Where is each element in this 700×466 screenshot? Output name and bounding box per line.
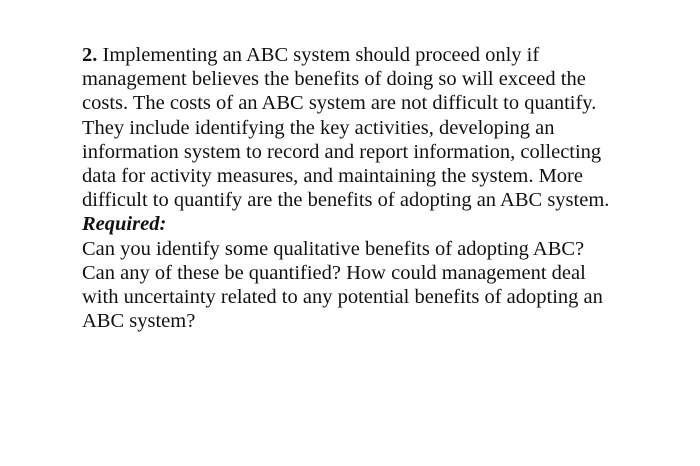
question-text-line: Can you identify some qualitative benefits of adopting ABC? (82, 237, 585, 260)
question-text-line: Can any of these be quantified? How could management deal (82, 261, 586, 284)
problem-text-block (82, 43, 642, 333)
problem-text-line: management believes the benefits of doing so will exceed the (82, 68, 586, 91)
problem-text-line: Implementing an ABC system should proceed only if (97, 44, 540, 66)
problem-text-line: data for activity measures, and maintaining the system. More (82, 165, 583, 188)
problem-text-line: information system to record and report information, collecting (82, 140, 602, 163)
problem-text-line: difficult to quantify are the benefits of adopting an ABC system. (82, 189, 610, 212)
problem-number: 2. (82, 44, 98, 66)
required-heading: Required: (82, 213, 167, 236)
question-text-line: with uncertainty related to any potential benefits of adopting an (82, 286, 603, 309)
problem-first-line (82, 43, 642, 67)
problem-text-line: costs. The costs of an ABC system are not difficult to quantify. (82, 92, 597, 115)
question-text-line: ABC system? (82, 310, 196, 333)
problem-text-line: They include identifying the key activities, developing an (82, 116, 555, 139)
